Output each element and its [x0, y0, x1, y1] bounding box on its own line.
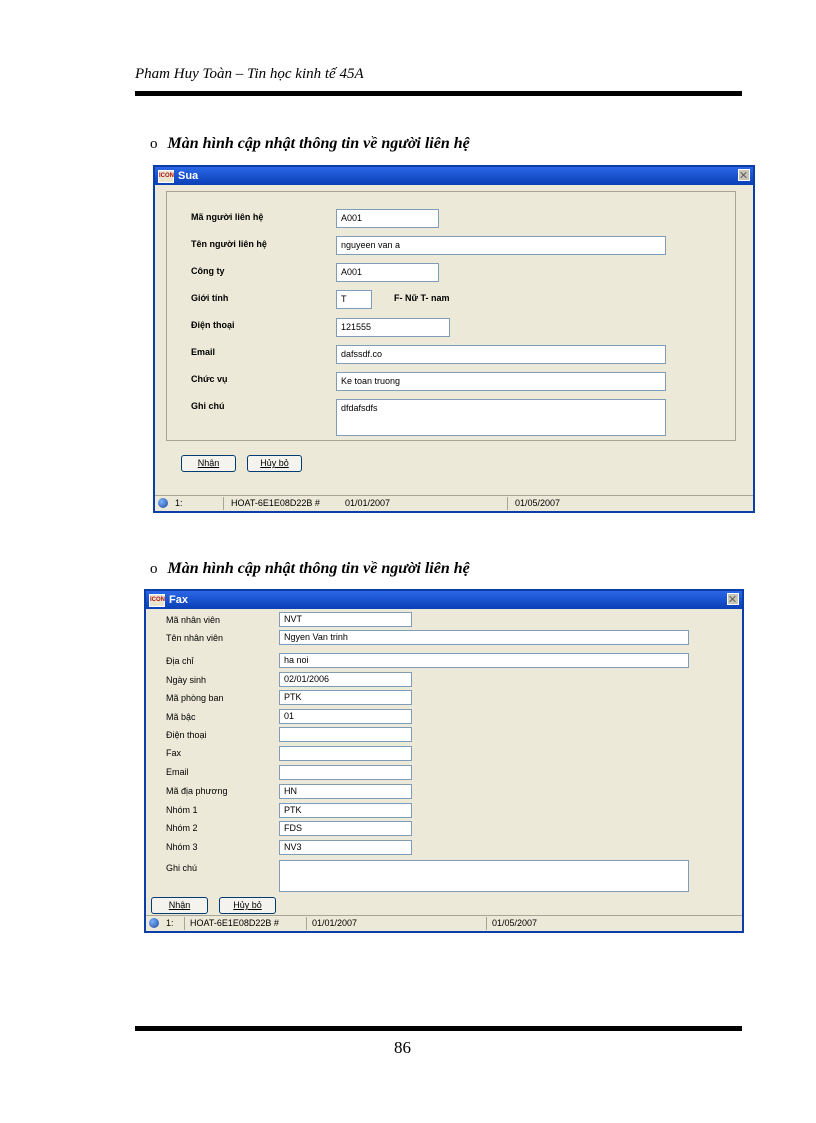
status-date-end: 01/05/2007 [492, 918, 538, 928]
section2-heading [150, 560, 470, 578]
label-address: Địa chỉ [166, 656, 194, 666]
section1-heading [150, 135, 470, 153]
label-notes: Ghi chú [191, 401, 225, 411]
close-icon[interactable] [727, 593, 739, 605]
phone-input[interactable]: 121555 [336, 318, 450, 337]
label-contact-name: Tên người liên hệ [191, 239, 267, 249]
accept-button[interactable]: Nhận [181, 455, 236, 472]
status-date-start: 01/01/2007 [312, 918, 358, 928]
label-locality: Mã địa phương [166, 786, 228, 796]
gender-input[interactable]: T [336, 290, 372, 309]
fax-input[interactable] [279, 746, 412, 761]
label-phone: Điện thoại [191, 320, 235, 330]
label-group1: Nhóm 1 [166, 805, 198, 815]
status-host: HOAT-6E1E08D22B # [190, 918, 279, 928]
label-company: Công ty [191, 266, 225, 276]
notes-textarea[interactable]: dfdafsdfs [336, 399, 666, 436]
status-record: 1: [166, 918, 174, 928]
employee-edit-window [144, 589, 744, 933]
locality-input[interactable]: HN [279, 784, 412, 799]
label-employee-name: Tên nhân viên [166, 633, 224, 643]
contact-name-input[interactable]: nguyeen van a [336, 236, 666, 255]
section1-heading-text: Màn hình cập nhật thông tin về người liên hệ [167, 135, 470, 152]
status-host: HOAT-6E1E08D22B # [231, 498, 320, 508]
cancel-button[interactable]: Hủy bỏ [219, 897, 276, 914]
label-contact-id: Mã người liên hệ [191, 212, 264, 222]
label-grade: Mã bậc [166, 712, 196, 722]
phone-input[interactable] [279, 727, 412, 742]
window-titlebar[interactable] [155, 167, 753, 185]
group1-input[interactable]: PTK [279, 803, 412, 818]
header-rule [135, 91, 742, 96]
gender-hint: F- Nữ T- nam [394, 293, 450, 303]
label-email: Email [166, 767, 189, 777]
label-group3: Nhóm 3 [166, 842, 198, 852]
position-input[interactable]: Ke toan truong [336, 372, 666, 391]
label-group2: Nhóm 2 [166, 823, 198, 833]
user-icon [149, 918, 159, 928]
group2-input[interactable]: FDS [279, 821, 412, 836]
label-gender: Giới tính [191, 293, 229, 303]
app-icon: ICON [149, 594, 165, 607]
birthdate-input[interactable]: 02/01/2006 [279, 672, 412, 687]
label-birthdate: Ngày sinh [166, 675, 207, 685]
label-position: Chức vụ [191, 374, 228, 384]
window-titlebar[interactable] [146, 591, 742, 609]
user-icon [158, 498, 168, 508]
contact-id-input[interactable]: A001 [336, 209, 439, 228]
email-input[interactable] [279, 765, 412, 780]
page-number: 86 [394, 1038, 411, 1057]
bullet: o [150, 561, 158, 577]
contact-edit-window [153, 165, 755, 513]
email-input[interactable]: dafssdf.co [336, 345, 666, 364]
label-notes: Ghi chú [166, 863, 198, 873]
label-email: Email [191, 347, 216, 357]
cancel-button[interactable]: Hủy bỏ [247, 455, 302, 472]
label-phone: Điện thoại [166, 730, 207, 740]
page-header: Pham Huy Toàn – Tin học kinh tế 45A [135, 66, 364, 82]
close-icon[interactable] [738, 169, 750, 181]
label-fax: Fax [166, 748, 182, 758]
app-icon: ICON [158, 170, 174, 183]
department-input[interactable]: PTK [279, 690, 412, 705]
address-input[interactable]: ha noi [279, 653, 689, 668]
section2-heading-text: Màn hình cập nhật thông tin về người liên hệ [167, 560, 470, 577]
grade-input[interactable]: 01 [279, 709, 412, 724]
footer-rule [135, 1026, 742, 1031]
status-record: 1: [175, 498, 183, 508]
accept-button[interactable]: Nhận [151, 897, 208, 914]
label-employee-id: Mã nhân viên [166, 615, 221, 625]
window-title: Sua [178, 170, 199, 182]
group3-input[interactable]: NV3 [279, 840, 412, 855]
status-date-end: 01/05/2007 [515, 498, 561, 508]
status-bar [146, 915, 742, 931]
employee-name-input[interactable]: Ngyen Van trinh [279, 630, 689, 645]
company-input[interactable]: A001 [336, 263, 439, 282]
bullet: o [150, 136, 158, 152]
status-date-start: 01/01/2007 [345, 498, 391, 508]
label-department: Mã phòng ban [166, 693, 224, 703]
status-bar [155, 495, 753, 511]
window-title: Fax [169, 594, 188, 606]
notes-textarea[interactable] [279, 860, 689, 892]
employee-id-input[interactable]: NVT [279, 612, 412, 627]
